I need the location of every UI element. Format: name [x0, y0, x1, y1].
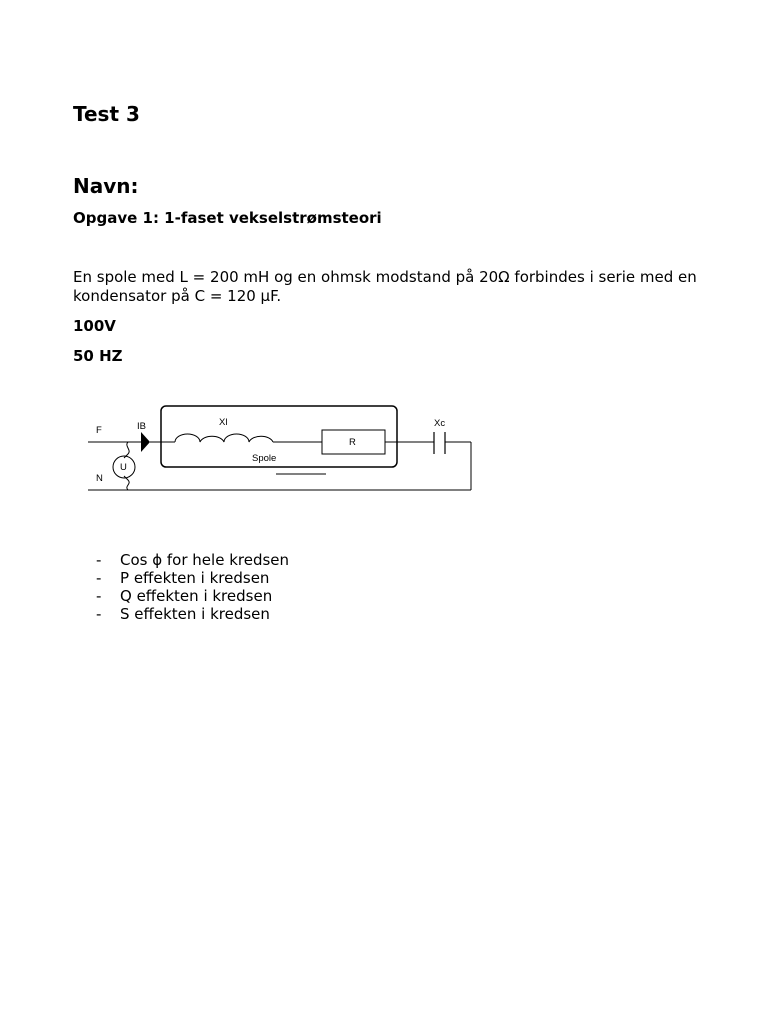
voltage-value: 100V [73, 317, 116, 335]
neutral-label: N [96, 473, 103, 484]
voltage-label: U [120, 462, 127, 473]
question-list [96, 551, 289, 623]
task-heading: Opgave 1: 1-faset vekselstrømsteori [73, 209, 382, 227]
list-item-text: S effekten i kredsen [120, 605, 270, 623]
name-label: Navn: [73, 174, 139, 198]
problem-text: En spole med L = 200 mH og en ohmsk modstand på 20Ω forbindes i serie med en kondensator på C = 120 µF. [73, 268, 697, 305]
list-item-text: Cos ϕ for hele kredsen [120, 551, 290, 569]
page-title: Test 3 [73, 102, 140, 126]
inductor-symbol [175, 434, 273, 442]
list-item-text: P effekten i kredsen [120, 569, 270, 587]
current-label: IB [137, 421, 146, 432]
phase-label: F [96, 425, 102, 436]
list-bullet: - [96, 551, 102, 569]
list-item [96, 587, 289, 605]
list-bullet: - [96, 605, 102, 623]
list-item-text: Q effekten i kredsen [120, 587, 273, 605]
list-bullet: - [96, 569, 102, 587]
frequency-value: 50 HZ [73, 347, 123, 365]
capacitive-reactance-label: Xc [434, 418, 446, 429]
inductive-reactance-label: Xl [219, 417, 228, 428]
list-item [96, 605, 289, 623]
list-item [96, 551, 289, 569]
resistor-label: R [349, 437, 356, 448]
list-item [96, 569, 289, 587]
coil-label: Spole [252, 453, 277, 464]
list-bullet: - [96, 587, 102, 605]
current-arrow-icon [141, 432, 150, 452]
